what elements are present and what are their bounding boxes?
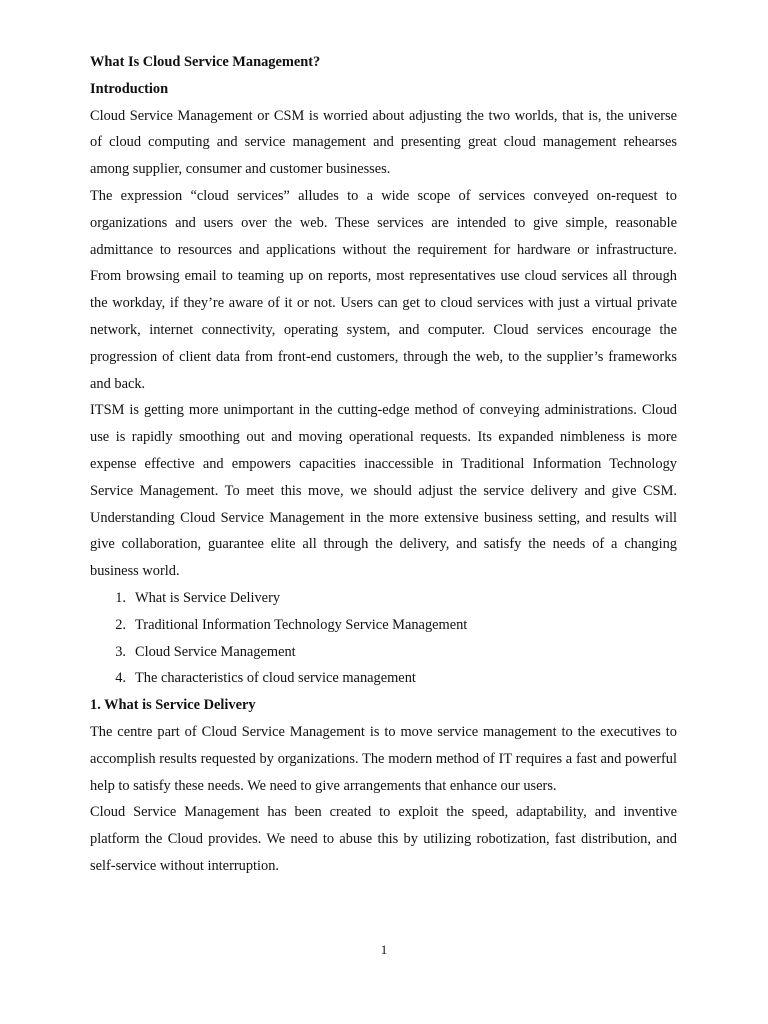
section-heading: 1. What is Service Delivery bbox=[90, 697, 256, 714]
list-number: 1. bbox=[115, 589, 126, 606]
intro-heading: Introduction bbox=[90, 80, 169, 97]
page-body bbox=[90, 49, 677, 880]
list-item-text: What is Service Delivery bbox=[135, 589, 281, 606]
list-item-text: The characteristics of cloud service management bbox=[135, 670, 416, 687]
page-number: 1 bbox=[380, 942, 388, 957]
topic-list bbox=[90, 585, 677, 692]
section-paragraph: The centre part of Cloud Service Management is to move service management to the executives to accomplish results requested by organizations. The modern method of IT requires a fast and powerful help to satisfy these needs. We need to give arrangements that enhance our users. bbox=[90, 723, 677, 794]
intro-paragraph: ITSM is getting more unimportant in the cutting-edge method of conveying administrations. Cloud use is rapidly smoothing out and moving operational requests. Its expanded nimbleness is more expense effective and empowers capacities inaccessible in Traditional Information Technology Service Management. To meet this move, we should adjust the service delivery and give CSM. Understanding Cloud Service Management in the more extensive business setting, and results will give collaboration, guarantee elite all through the delivery, and satisfy the needs of a changing business world. bbox=[90, 402, 677, 580]
list-item bbox=[90, 639, 677, 666]
section-paragraph: Cloud Service Management has been created to exploit the speed, adaptability, and inventive platform the Cloud provides. We need to abuse this by utilizing robotization, fast distribution, and self-service without interruption. bbox=[90, 804, 677, 874]
list-number: 4. bbox=[115, 670, 126, 687]
list-item bbox=[90, 585, 677, 612]
intro-paragraph: The expression “cloud services” alludes to a wide scope of services conveyed on-request to organizations and users over the web. These services are intended to give simple, reasonable admittance to resources and applications without the requirement for hardware or infrastructure. From browsing email to teaming up on reports, most representatives use cloud services all through the workday, if they’re aware of it or not. Users can get to cloud services with just a virtual private network, internet connectivity, operating system, and computer. Cloud services encourage the progression of client data from front-end customers, through the web, to the supplier’s frameworks and back. bbox=[90, 187, 677, 392]
document-title: What Is Cloud Service Management? bbox=[90, 54, 321, 70]
list-number: 3. bbox=[115, 643, 126, 660]
list-item-text: Traditional Information Technology Service Management bbox=[135, 616, 468, 633]
list-number: 2. bbox=[115, 616, 126, 633]
list-item bbox=[90, 665, 677, 692]
list-item bbox=[90, 612, 677, 639]
intro-paragraph: Cloud Service Management or CSM is worried about adjusting the two worlds, that is, the universe of cloud computing and service management and presenting great cloud management rehearses among supplier, consumer and customer businesses. bbox=[90, 107, 677, 178]
list-item-text: Cloud Service Management bbox=[135, 643, 296, 660]
